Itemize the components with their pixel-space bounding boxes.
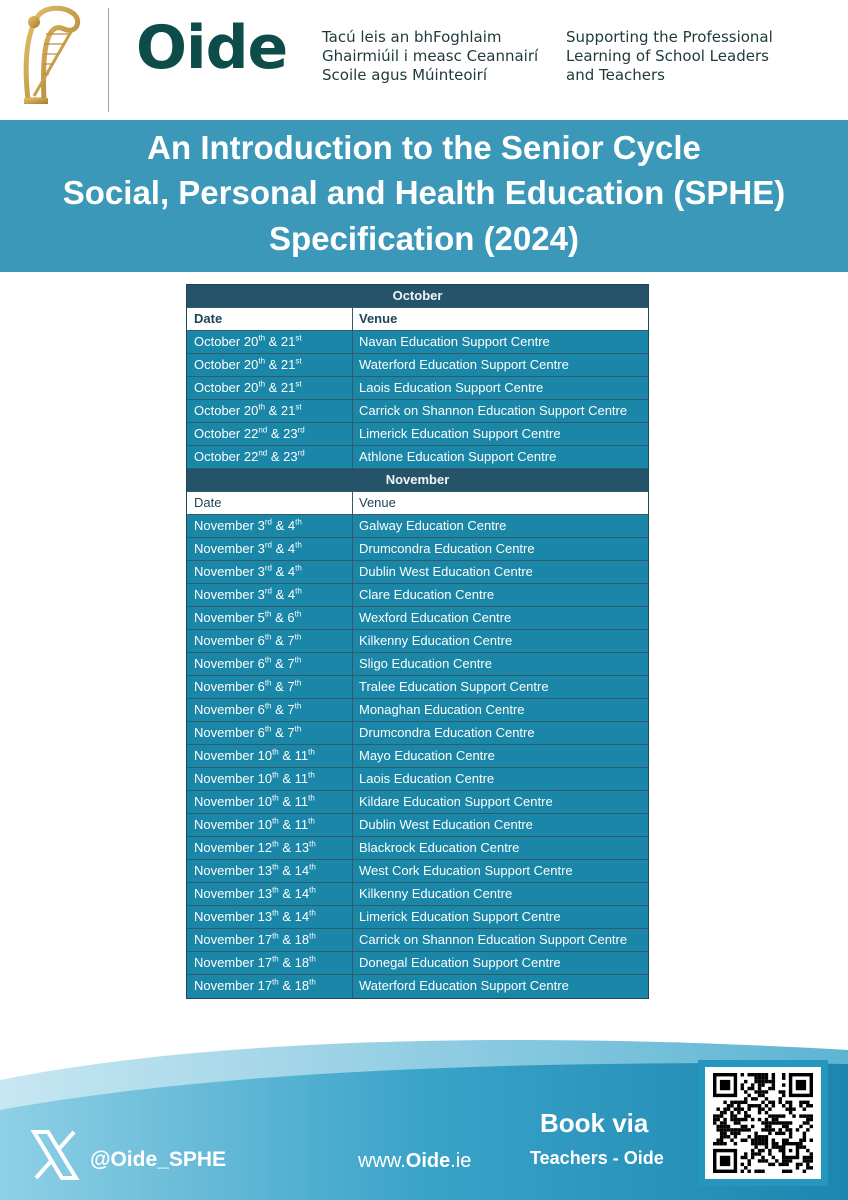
venue-cell: Limerick Education Support Centre xyxy=(359,426,561,441)
venue-cell: Donegal Education Support Centre xyxy=(359,955,561,970)
qr-code[interactable] xyxy=(705,1067,821,1179)
date-day-end: 21 xyxy=(280,334,296,349)
date-suffix-end: th xyxy=(295,586,302,596)
date-day-end: 14 xyxy=(294,886,310,901)
date-cell: November 6th & 7th xyxy=(187,653,353,675)
tagline-irish-line: Ghairmiúil i measc Ceannairí xyxy=(322,47,539,65)
date-day-end: 7 xyxy=(287,725,295,740)
date-suffix-start: th xyxy=(272,747,279,757)
venue-cell: Drumcondra Education Centre xyxy=(359,541,535,556)
date-month: October xyxy=(194,449,241,464)
date-suffix-end: th xyxy=(294,701,302,711)
website-brand: Oide xyxy=(405,1150,451,1172)
date-suffix-start: th xyxy=(272,931,279,941)
website-link[interactable] xyxy=(358,1150,471,1173)
venue-cell: Wexford Education Centre xyxy=(359,610,512,625)
date-day-start: 20 xyxy=(243,334,259,349)
date-day-start: 12 xyxy=(257,840,273,855)
month-label: November xyxy=(385,472,450,487)
date-suffix-start: th xyxy=(264,678,272,688)
date-cell: November 13th & 14th xyxy=(187,883,353,905)
table-row xyxy=(187,952,648,975)
date-month: November xyxy=(194,518,254,533)
date-day-end: 14 xyxy=(294,863,310,878)
date-day-end: 11 xyxy=(294,817,309,832)
date-day-end: 14 xyxy=(294,909,310,924)
date-month: November xyxy=(194,978,254,993)
date-day-start: 6 xyxy=(257,725,265,740)
header xyxy=(0,0,848,120)
date-cell: November 3rd & 4th xyxy=(187,584,353,606)
date-cell: October 20th & 21st xyxy=(187,400,353,422)
venue-cell: Monaghan Education Centre xyxy=(359,702,525,717)
venue-cell: Tralee Education Support Centre xyxy=(359,679,549,694)
column-header-date: Date xyxy=(187,492,353,514)
date-day-start: 13 xyxy=(257,886,273,901)
date-day-end: 4 xyxy=(287,518,296,533)
tagline-english-line: Supporting the Professional xyxy=(566,28,773,46)
date-cell: November 6th & 7th xyxy=(187,699,353,721)
harp-emblem-icon xyxy=(20,4,86,108)
date-day-start: 6 xyxy=(257,656,265,671)
table-row xyxy=(187,331,648,354)
date-month: October xyxy=(194,380,241,395)
date-day-start: 3 xyxy=(257,587,265,602)
date-day-start: 22 xyxy=(243,449,259,464)
date-month: October xyxy=(194,403,241,418)
date-month: November xyxy=(194,679,254,694)
date-suffix-end: th xyxy=(295,540,302,550)
date-suffix-end: th xyxy=(308,747,315,757)
date-day-start: 10 xyxy=(257,771,273,786)
date-suffix-start: th xyxy=(264,609,272,619)
date-day-start: 3 xyxy=(257,541,265,556)
website-suffix: .ie xyxy=(450,1150,472,1172)
date-cell: November 10th & 11th xyxy=(187,745,353,767)
date-suffix-end: th xyxy=(295,563,302,573)
venue-cell: Mayo Education Centre xyxy=(359,748,495,763)
date-cell: November 10th & 11th xyxy=(187,791,353,813)
date-suffix-end: th xyxy=(309,954,316,964)
month-label: October xyxy=(392,288,443,303)
date-cell: November 13th & 14th xyxy=(187,906,353,928)
date-month: November xyxy=(194,909,254,924)
date-day-end: 21 xyxy=(280,357,296,372)
date-day-end: 21 xyxy=(280,380,296,395)
date-month: October xyxy=(194,357,241,372)
date-suffix-end: st xyxy=(295,333,302,343)
column-header-venue: Venue xyxy=(359,311,398,326)
date-suffix-end: rd xyxy=(297,425,305,435)
date-suffix-start: th xyxy=(258,402,266,412)
date-suffix-start: th xyxy=(272,954,279,964)
social-handle[interactable]: @Oide_SPHE xyxy=(90,1148,227,1171)
date-day-start: 13 xyxy=(257,909,273,924)
schedule-table xyxy=(186,284,649,999)
column-header-row xyxy=(187,308,648,331)
date-day-start: 10 xyxy=(257,748,273,763)
date-suffix-start: nd xyxy=(258,425,268,435)
date-suffix-end: th xyxy=(309,862,316,872)
table-row xyxy=(187,653,648,676)
date-day-end: 11 xyxy=(294,771,309,786)
date-suffix-end: th xyxy=(308,770,315,780)
date-suffix-start: th xyxy=(258,356,266,366)
date-suffix-end: rd xyxy=(297,448,305,458)
date-suffix-start: th xyxy=(258,333,266,343)
date-day-end: 7 xyxy=(287,633,295,648)
venue-cell: Kildare Education Support Centre xyxy=(359,794,553,809)
tagline-irish-line: Tacú leis an bhFoghlaim xyxy=(322,28,502,46)
book-via-source[interactable]: Teachers - Oide xyxy=(530,1148,664,1168)
date-suffix-start: rd xyxy=(264,563,272,573)
date-month: November xyxy=(194,610,254,625)
date-suffix-start: th xyxy=(264,724,272,734)
date-cell: October 20th & 21st xyxy=(187,354,353,376)
date-day-end: 13 xyxy=(294,840,310,855)
date-suffix-start: rd xyxy=(264,517,272,527)
date-day-start: 6 xyxy=(257,633,265,648)
date-day-end: 23 xyxy=(283,449,298,464)
date-day-start: 6 xyxy=(257,702,265,717)
date-day-start: 13 xyxy=(257,863,273,878)
date-day-end: 7 xyxy=(287,656,295,671)
date-month: November xyxy=(194,633,254,648)
date-cell: November 12th & 13th xyxy=(187,837,353,859)
venue-cell: Clare Education Centre xyxy=(359,587,495,602)
venue-cell: Laois Education Centre xyxy=(359,771,495,786)
tagline-english-line: Learning of School Leaders xyxy=(566,47,769,65)
column-header-date: Date xyxy=(187,308,353,330)
book-via-label: Book via xyxy=(540,1108,649,1138)
table-row xyxy=(187,814,648,837)
date-suffix-end: th xyxy=(294,724,302,734)
table-row xyxy=(187,745,648,768)
header-divider xyxy=(108,8,109,112)
title-line-1: An Introduction to the Senior Cycle xyxy=(147,129,701,166)
table-row xyxy=(187,607,648,630)
date-cell: November 3rd & 4th xyxy=(187,538,353,560)
date-suffix-start: nd xyxy=(258,448,268,458)
date-cell: November 5th & 6th xyxy=(187,607,353,629)
venue-cell: Kilkenny Education Centre xyxy=(359,886,513,901)
date-cell: October 22nd & 23rd xyxy=(187,446,353,468)
date-cell: November 10th & 11th xyxy=(187,768,353,790)
qr-code-icon xyxy=(711,1073,815,1173)
table-row xyxy=(187,837,648,860)
date-suffix-end: st xyxy=(295,379,302,389)
table-row xyxy=(187,722,648,745)
date-day-start: 6 xyxy=(257,679,265,694)
date-cell: November 6th & 7th xyxy=(187,676,353,698)
date-suffix-end: th xyxy=(295,517,302,527)
date-day-start: 10 xyxy=(257,817,273,832)
venue-cell: Carrick on Shannon Education Support Centre xyxy=(359,403,628,418)
table-row xyxy=(187,561,648,584)
date-day-end: 4 xyxy=(287,541,296,556)
date-month: November xyxy=(194,771,254,786)
date-suffix-end: st xyxy=(295,356,302,366)
date-cell: November 17th & 18th xyxy=(187,929,353,951)
date-suffix-end: st xyxy=(295,402,302,412)
venue-cell: Limerick Education Support Centre xyxy=(359,909,561,924)
month-header-row xyxy=(187,285,648,308)
date-day-end: 18 xyxy=(294,978,310,993)
table-row xyxy=(187,584,648,607)
date-cell: November 17th & 18th xyxy=(187,975,353,998)
venue-cell: Waterford Education Support Centre xyxy=(359,978,569,993)
date-month: November xyxy=(194,840,254,855)
date-suffix-start: th xyxy=(272,793,279,803)
date-day-end: 6 xyxy=(287,610,295,625)
venue-cell: Sligo Education Centre xyxy=(359,656,492,671)
date-day-end: 7 xyxy=(287,702,295,717)
date-cell: October 20th & 21st xyxy=(187,377,353,399)
date-day-start: 17 xyxy=(257,978,273,993)
table-row xyxy=(187,975,648,998)
date-day-start: 20 xyxy=(243,357,259,372)
date-suffix-start: th xyxy=(272,862,279,872)
table-row xyxy=(187,860,648,883)
date-cell: November 6th & 7th xyxy=(187,722,353,744)
table-row xyxy=(187,768,648,791)
date-suffix-end: th xyxy=(308,816,315,826)
date-cell: November 6th & 7th xyxy=(187,630,353,652)
month-header-row xyxy=(187,469,648,492)
date-day-end: 11 xyxy=(294,748,309,763)
date-suffix-end: th xyxy=(308,793,315,803)
date-day-start: 3 xyxy=(257,564,265,579)
date-suffix-start: th xyxy=(272,977,279,987)
tagline-irish xyxy=(322,28,538,85)
table-row xyxy=(187,423,648,446)
date-day-end: 11 xyxy=(294,794,309,809)
date-month: November xyxy=(194,541,254,556)
date-cell: October 22nd & 23rd xyxy=(187,423,353,445)
date-day-start: 20 xyxy=(243,403,259,418)
table-row xyxy=(187,699,648,722)
date-day-end: 18 xyxy=(294,932,310,947)
date-month: November xyxy=(194,725,254,740)
table-row xyxy=(187,400,648,423)
date-suffix-end: th xyxy=(309,931,316,941)
date-suffix-start: rd xyxy=(264,586,272,596)
date-day-start: 17 xyxy=(257,932,273,947)
date-suffix-end: th xyxy=(294,632,302,642)
title-line-2: Social, Personal and Health Education (SPHE) xyxy=(62,174,786,211)
title-line-3: Specification (2024) xyxy=(269,220,579,257)
table-row xyxy=(187,929,648,952)
tagline-irish-line: Scoile agus Múinteoirí xyxy=(322,66,487,84)
date-suffix-start: th xyxy=(272,885,279,895)
table-row xyxy=(187,377,648,400)
qr-code-frame xyxy=(698,1060,828,1186)
date-suffix-start: th xyxy=(272,839,279,849)
website-prefix: www. xyxy=(358,1150,406,1172)
x-icon[interactable] xyxy=(28,1128,82,1182)
table-row xyxy=(187,446,648,469)
date-suffix-end: th xyxy=(309,908,316,918)
date-month: November xyxy=(194,794,254,809)
date-day-end: 4 xyxy=(287,564,296,579)
date-day-start: 20 xyxy=(243,380,259,395)
date-suffix-end: th xyxy=(309,885,316,895)
venue-cell: Galway Education Centre xyxy=(359,518,507,533)
table-row xyxy=(187,906,648,929)
date-suffix-start: th xyxy=(272,908,279,918)
date-day-start: 3 xyxy=(257,518,265,533)
venue-cell: Dublin West Education Centre xyxy=(359,817,533,832)
tagline-english-line: and Teachers xyxy=(566,66,665,84)
date-month: November xyxy=(194,702,254,717)
venue-cell: Dublin West Education Centre xyxy=(359,564,533,579)
oide-logo: Oide xyxy=(136,13,288,83)
venue-cell: Athlone Education Support Centre xyxy=(359,449,557,464)
date-suffix-start: th xyxy=(264,701,272,711)
column-header-row xyxy=(187,492,648,515)
date-month: November xyxy=(194,886,254,901)
date-cell: November 10th & 11th xyxy=(187,814,353,836)
date-month: November xyxy=(194,955,254,970)
date-suffix-start: th xyxy=(272,816,279,826)
date-day-end: 23 xyxy=(283,426,298,441)
date-day-start: 17 xyxy=(257,955,273,970)
table-row xyxy=(187,630,648,653)
date-day-end: 21 xyxy=(280,403,296,418)
date-suffix-end: th xyxy=(294,678,302,688)
date-day-end: 7 xyxy=(287,679,295,694)
date-day-end: 4 xyxy=(287,587,296,602)
date-suffix-start: th xyxy=(264,632,272,642)
date-month: November xyxy=(194,863,254,878)
date-day-start: 10 xyxy=(257,794,273,809)
venue-cell: Drumcondra Education Centre xyxy=(359,725,535,740)
date-suffix-start: th xyxy=(264,655,272,665)
venue-cell: Carrick on Shannon Education Support Centre xyxy=(359,932,628,947)
date-cell: November 3rd & 4th xyxy=(187,561,353,583)
venue-cell: Navan Education Support Centre xyxy=(359,334,550,349)
date-suffix-start: th xyxy=(272,770,279,780)
date-suffix-end: th xyxy=(294,655,302,665)
venue-cell: Blackrock Education Centre xyxy=(359,840,520,855)
table-row xyxy=(187,883,648,906)
venue-cell: Kilkenny Education Centre xyxy=(359,633,513,648)
table-row xyxy=(187,791,648,814)
date-cell: November 3rd & 4th xyxy=(187,515,353,537)
date-suffix-start: rd xyxy=(264,540,272,550)
date-suffix-end: th xyxy=(309,977,316,987)
date-cell: November 17th & 18th xyxy=(187,952,353,974)
column-header-venue: Venue xyxy=(359,495,396,510)
date-day-start: 22 xyxy=(243,426,259,441)
date-suffix-start: th xyxy=(258,379,266,389)
venue-cell: Waterford Education Support Centre xyxy=(359,357,569,372)
date-suffix-end: th xyxy=(294,609,302,619)
date-cell: October 20th & 21st xyxy=(187,331,353,353)
title-banner xyxy=(0,120,848,272)
date-month: October xyxy=(194,426,241,441)
table-row xyxy=(187,676,648,699)
date-cell: November 13th & 14th xyxy=(187,860,353,882)
date-month: November xyxy=(194,817,254,832)
date-month: November xyxy=(194,932,254,947)
date-month: November xyxy=(194,564,254,579)
table-row xyxy=(187,538,648,561)
table-row xyxy=(187,515,648,538)
venue-cell: Laois Education Support Centre xyxy=(359,380,544,395)
tagline-english xyxy=(566,28,773,85)
date-day-start: 5 xyxy=(257,610,265,625)
date-suffix-end: th xyxy=(309,839,316,849)
date-month: November xyxy=(194,587,254,602)
date-month: November xyxy=(194,656,254,671)
date-day-end: 18 xyxy=(294,955,310,970)
date-month: October xyxy=(194,334,241,349)
date-month: November xyxy=(194,748,254,763)
table-row xyxy=(187,354,648,377)
venue-cell: West Cork Education Support Centre xyxy=(359,863,573,878)
